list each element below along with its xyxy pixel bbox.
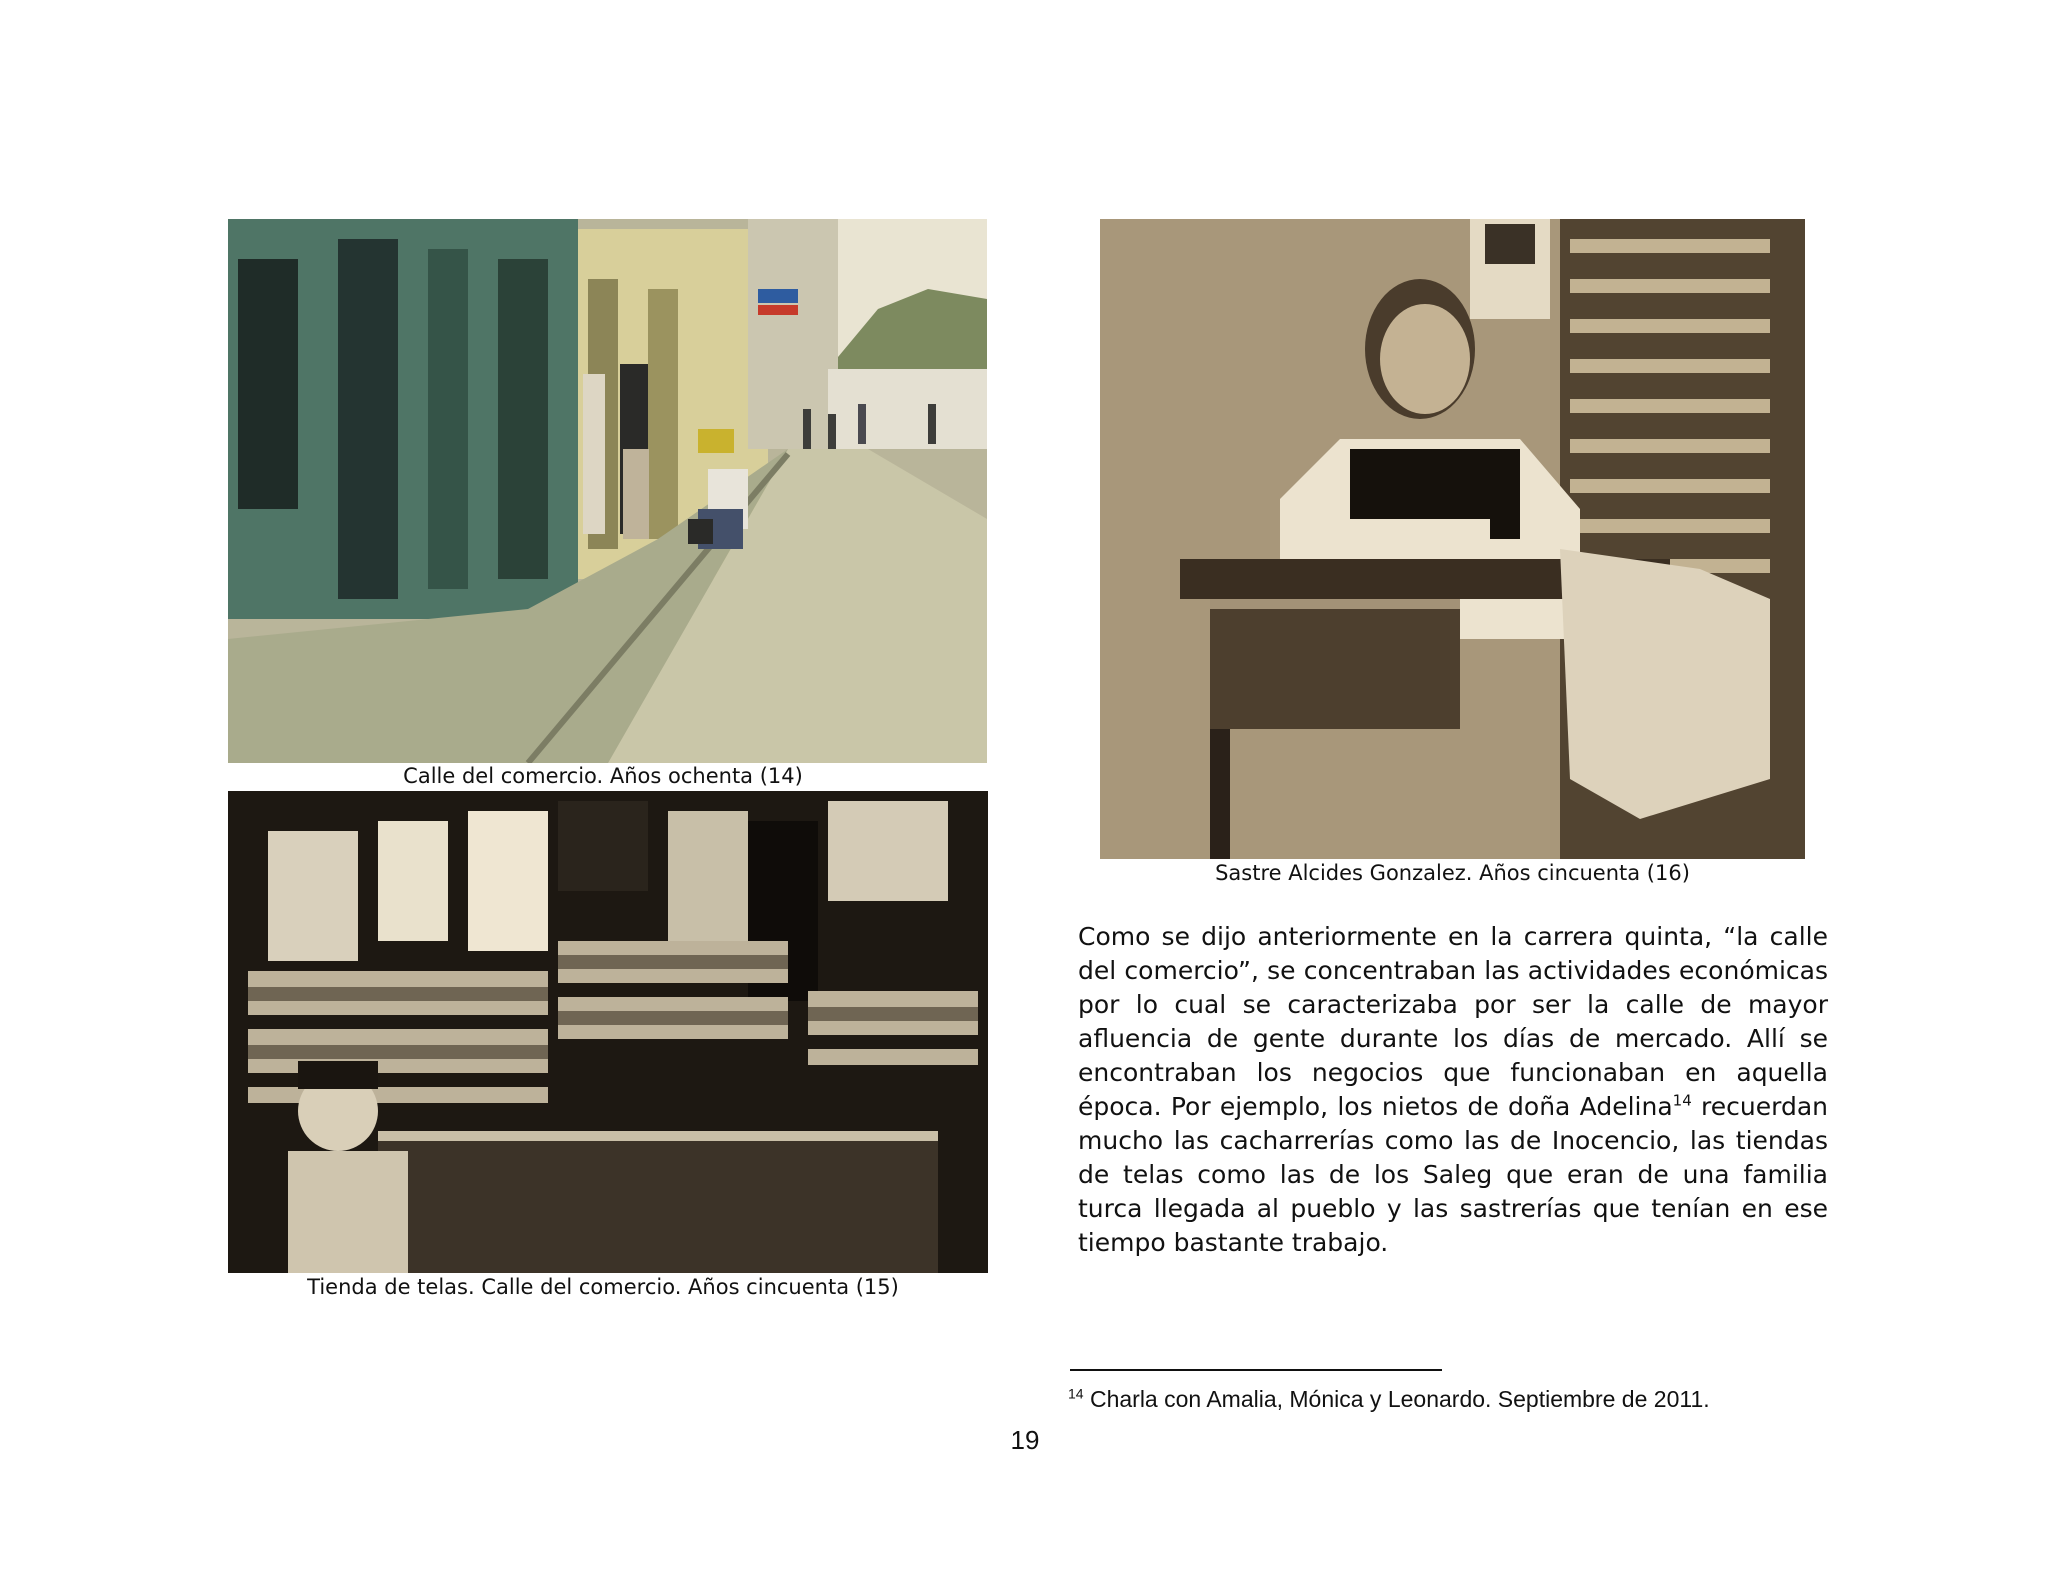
fabric-store-photo-caption: Tienda de telas. Calle del comercio. Años cincuenta (15) [307, 1275, 899, 1299]
footnote-reference[interactable]: 14 [1672, 1091, 1692, 1110]
footnote-text: Charla con Amalia, Mónica y Leonardo. Septiembre de 2011. [1083, 1386, 1710, 1412]
tailor-photo [1100, 219, 1805, 859]
street-photo-caption: Calle del comercio. Años ochenta (14) [403, 764, 803, 788]
footnote-number: 14 [1068, 1385, 1084, 1402]
street-photo [228, 219, 987, 763]
body-text-part-2: recuerdan mucho las cacharrerías como las de Inocencio, las tiendas de telas como las de los Saleg que eran de una familia turca llegada al pueblo y las sastrerías que tenían en ese tiempo bastante trabajo. [1078, 1092, 1829, 1257]
page-number: 19 [1010, 1425, 1040, 1455]
tailor-photo-caption: Sastre Alcides Gonzalez. Años cincuenta (16) [1215, 861, 1690, 885]
body-text-part-1: Como se dijo anteriormente en la carrera quinta, “la calle del comercio”, se concentraban las actividades económicas por lo cual se caracterizaba por ser la calle de mayor afluencia de gente durante los días de mercado. Allí se encontraban los negocios que funcionaban en aquella época. Por ejemplo, los nietos de doña Adelina [1078, 922, 1828, 1121]
body-paragraph [1078, 920, 1828, 1260]
footnote [1068, 1384, 1710, 1414]
footnote-divider [1070, 1369, 1442, 1371]
fabric-store-photo [228, 791, 988, 1273]
